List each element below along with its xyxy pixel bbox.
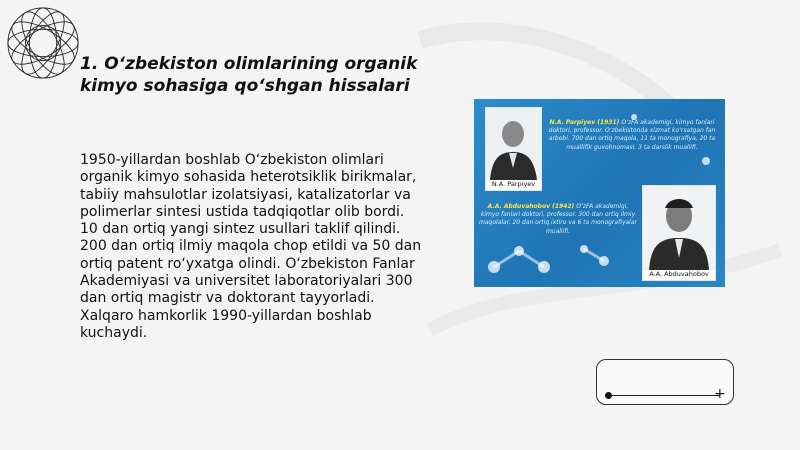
bio-text-parpiyev: O‘zFA akademigi, kimyo fanlari doktori, professor. O‘zbekistonda xizmat ko‘rsatgan fan arbobi. 700 dan ortiq maqola, 11 ta monografiya, 20 ta muallifik guvohnomasi, 3 ta darslik muallifi. (548, 119, 716, 151)
bio-parpiyev (544, 119, 720, 152)
bio-abduvahobov (478, 203, 638, 236)
bio-text-abduvahobov: O‘zFA akademigi, kimyo fanlari doktori, professor. 300 dan ortiq ilmiy maqolalar, 20 dan ortiq ixtiro va 6 ta monografiyalar muallifi. (479, 203, 637, 235)
slide-body-text: 1950-yillardan boshlab O‘zbekiston olimlari organik kimyo sohasida heterotsiklik birikmalar, tabiiy mahsulotlar izolatsiyasi, katalizatorlar va polimerlar sintesi ustida tadqiqotlar olib bordi. 10 dan ortiq yangi sintez usullari taklif qilindi. 200 dan ortiq ilmiy maqola chop etildi va 50 dan ortiq patent ro‘yxatga olindi. O‘zbekiston Fanlar Akademiyasi va universitet laboratoriyalari 300 dan ortiq magistr va doktorant tayyorladi. Xalqaro hamkorlik 1990-yillardan boshlab kuchaydi. (80, 152, 422, 341)
plus-icon[interactable]: + (714, 386, 726, 402)
dot-icon[interactable] (605, 392, 612, 399)
person-photo-icon (643, 186, 715, 270)
slide-navigation-control[interactable] (596, 359, 734, 405)
bio-name-parpiyev: N.A. Parpiyev (1931) (549, 119, 620, 126)
portrait-caption-parpiyev: N.A. Parpiyev (491, 180, 536, 188)
person-photo-icon (486, 108, 541, 180)
bio-name-abduvahobov: A.A. Abduvahobov (1942) (487, 203, 575, 210)
portrait-abduvahobov (642, 185, 716, 281)
progress-track (608, 395, 720, 396)
circular-geometric-logo-icon (4, 4, 82, 82)
scientists-image-panel (474, 99, 725, 287)
portrait-parpiyev (485, 107, 542, 191)
slide-title: 1. O‘zbekiston olimlarining organik kimyo sohasiga qo‘shgan hissalari (80, 54, 418, 96)
portrait-caption-abduvahobov: A.A. Abduvahobov (649, 270, 709, 278)
